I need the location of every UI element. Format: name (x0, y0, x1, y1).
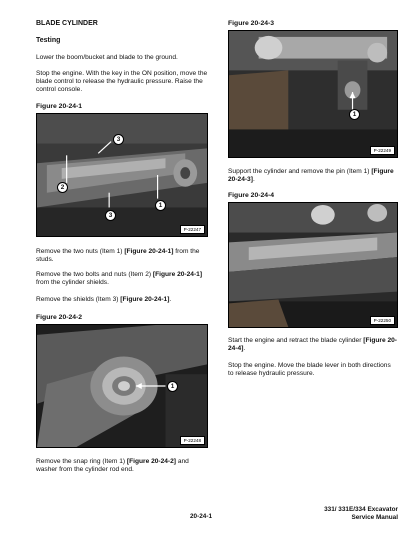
photo-illustration (229, 31, 397, 157)
figure-caption-3: Figure 20-24-3 (228, 20, 275, 27)
figure-caption-4: Figure 20-24-4 (228, 192, 275, 199)
section-title: BLADE CYLINDER (36, 20, 98, 27)
photo-illustration (229, 203, 397, 327)
paragraph-support-cylinder: Support the cylinder and remove the pin (Item 1) [Figure 20-24-3]. (228, 168, 394, 184)
paragraph-stop-engine: Stop the engine. With the key in the ON position, move the blade control to release the hydraulic pressure. Raise the control console. (36, 70, 208, 94)
paragraph-remove-snap-ring: Remove the snap ring (Item 1) [Figure 20-24-2] and washer from the cylinder rod end. (36, 458, 189, 474)
callout-3-top: 3 (113, 134, 124, 145)
photo-illustration (37, 114, 207, 236)
paragraph-remove-nuts: Remove the two nuts (Item 1) [Figure 20-24-1] from the studs. (36, 248, 200, 264)
footer-manual: Service Manual (351, 514, 398, 521)
photo-code: P-22249 (370, 146, 395, 155)
paragraph-lower-boom: Lower the boom/bucket and blade to the ground. (36, 54, 178, 61)
callout-1: 1 (155, 200, 166, 211)
figure-photo-cylinder-shields (36, 113, 208, 237)
callout-2: 2 (57, 182, 68, 193)
figure-photo-cylinder-pin (228, 30, 398, 158)
callout-3-bottom: 3 (105, 210, 116, 221)
callout-1: 1 (349, 109, 360, 120)
photo-code: P-22248 (180, 436, 205, 445)
footer-model: 331/ 331E/334 Excavator (324, 506, 398, 513)
paragraph-stop-engine-release: Stop the engine. Move the blade lever in both directions to release hydraulic pressure. (228, 362, 391, 378)
figure-photo-snap-ring (36, 324, 208, 448)
figure-caption: Figure 20-24-1 (36, 103, 83, 110)
figure-caption-2: Figure 20-24-2 (36, 314, 83, 321)
photo-code: P-22250 (370, 316, 395, 325)
subtitle: Testing (36, 37, 61, 44)
paragraph-remove-bolts: Remove the two bolts and nuts (Item 2) [Figure 20-24-1] from the cylinder shields. (36, 271, 203, 287)
photo-code: P-22247 (180, 225, 205, 234)
photo-illustration (37, 325, 207, 447)
callout-1: 1 (167, 381, 178, 392)
figure-photo-retract-cylinder (228, 202, 398, 328)
page-number: 20-24-1 (190, 513, 213, 520)
paragraph-start-engine: Start the engine and retract the blade cylinder [Figure 20-24-4]. (228, 337, 397, 353)
paragraph-remove-shields: Remove the shields (Item 3) [Figure 20-24-1]. (36, 296, 172, 303)
